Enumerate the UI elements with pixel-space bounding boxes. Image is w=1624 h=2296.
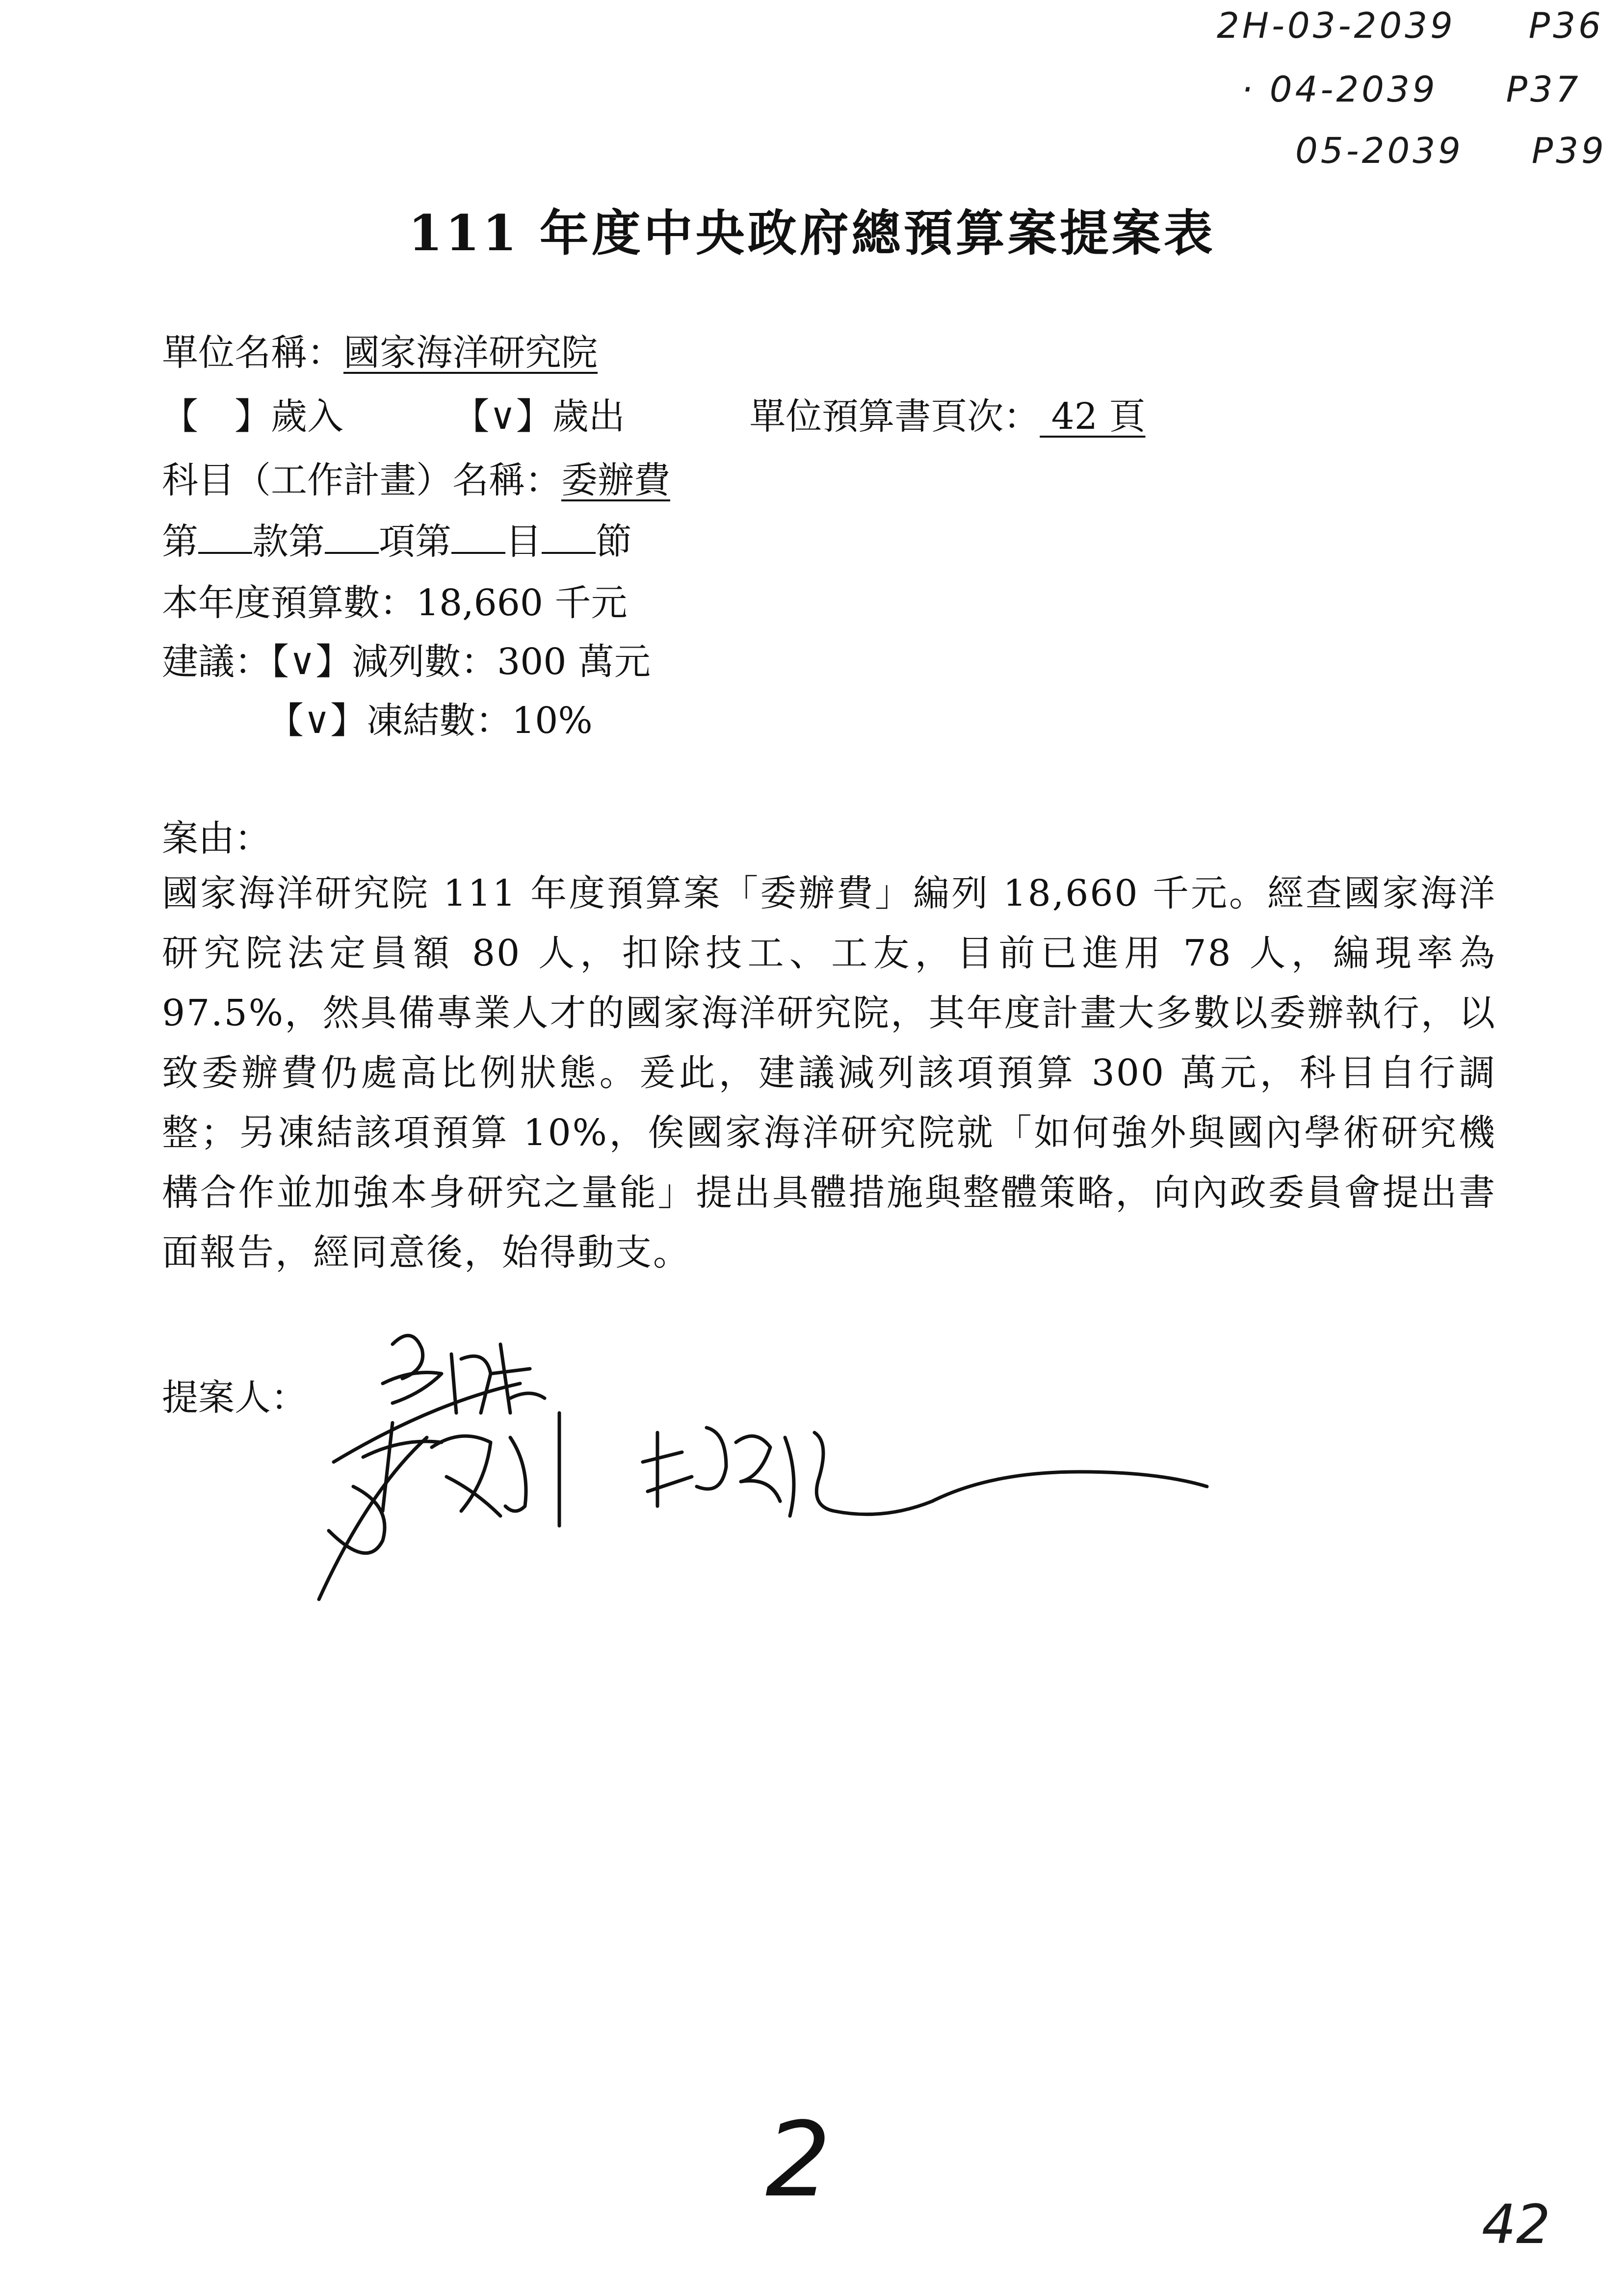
handwritten-page-number: 2 (765, 2100, 831, 2220)
section-jie: 節 (596, 521, 632, 563)
handwritten-note-2 (1241, 69, 1581, 110)
blank-mu (451, 522, 505, 554)
blank-jie (542, 522, 596, 554)
handwritten-note-1 (1217, 5, 1604, 46)
blank-kuan (198, 522, 252, 554)
section-row (162, 513, 632, 565)
budget-page-value: 42 頁 (1040, 395, 1146, 438)
section-di: 第 (162, 521, 198, 563)
subject-label: 科目（工作計畫）名稱： (162, 459, 561, 501)
section-mu: 目 (505, 521, 542, 563)
subject-value: 委辦費 (561, 459, 670, 501)
note-ref: · 04-2039 (1241, 69, 1438, 110)
reason-text: 國家海洋研究院 111 年度預算案「委辦費」編列 18,660 千元。經查國家海洋研究院法定員額 80 人，扣除技工、工友，目前已進用 78 人，編現率為 97.5%，然具備專業人才的國家海洋研究院，其年度計畫大多數以委辦執行，以致委辦費仍處高比例狀態。爰此，建議減列該項預算 300 萬元，科目自行調整；另凍結該項預算 10%，俟國家海洋研究院就「如何強外與國內學術研究機構合作並加強本身研究之量能」提出具體措施與整體策略，向內政委員會提出書面報告，經同意後，始得動支。 (162, 872, 1496, 1274)
handwritten-note-3 (1295, 130, 1607, 171)
revenue-type-row (162, 388, 1145, 440)
unit-label: 單位名稱： (162, 332, 343, 374)
document-title: 111 年度中央政府總預算案提案表 (408, 204, 1216, 262)
reason-label: 案由： (162, 817, 271, 860)
note-ref: 2H-03-2039 (1217, 5, 1456, 46)
note-page: P36 (1528, 5, 1604, 46)
blank-xiang (325, 522, 379, 554)
budget-page-label: 單位預算書頁次： (749, 395, 1040, 438)
suggestion-reduce: 建議：【∨】減列數：300 萬元 (162, 641, 651, 683)
income-checkbox: 【 】歲入 (162, 395, 343, 438)
proposer-label: 提案人： (162, 1377, 307, 1419)
budget-amount: 本年度預算數：18,660 千元 (162, 582, 628, 624)
signature-image (304, 1315, 1335, 1658)
suggestion-freeze: 【∨】凍結數：10% (267, 700, 593, 742)
unit-row (162, 324, 598, 376)
corner-page-mark: 42 (1482, 2193, 1550, 2256)
section-kuan: 款第 (252, 521, 325, 563)
note-page: P39 (1531, 130, 1607, 171)
subject-row (162, 451, 670, 503)
note-ref: 05-2039 (1295, 130, 1464, 171)
unit-value: 國家海洋研究院 (343, 332, 598, 374)
expense-checkbox: 【∨】歲出 (453, 395, 625, 438)
section-xiang: 項第 (379, 521, 451, 563)
note-page: P37 (1506, 69, 1581, 110)
